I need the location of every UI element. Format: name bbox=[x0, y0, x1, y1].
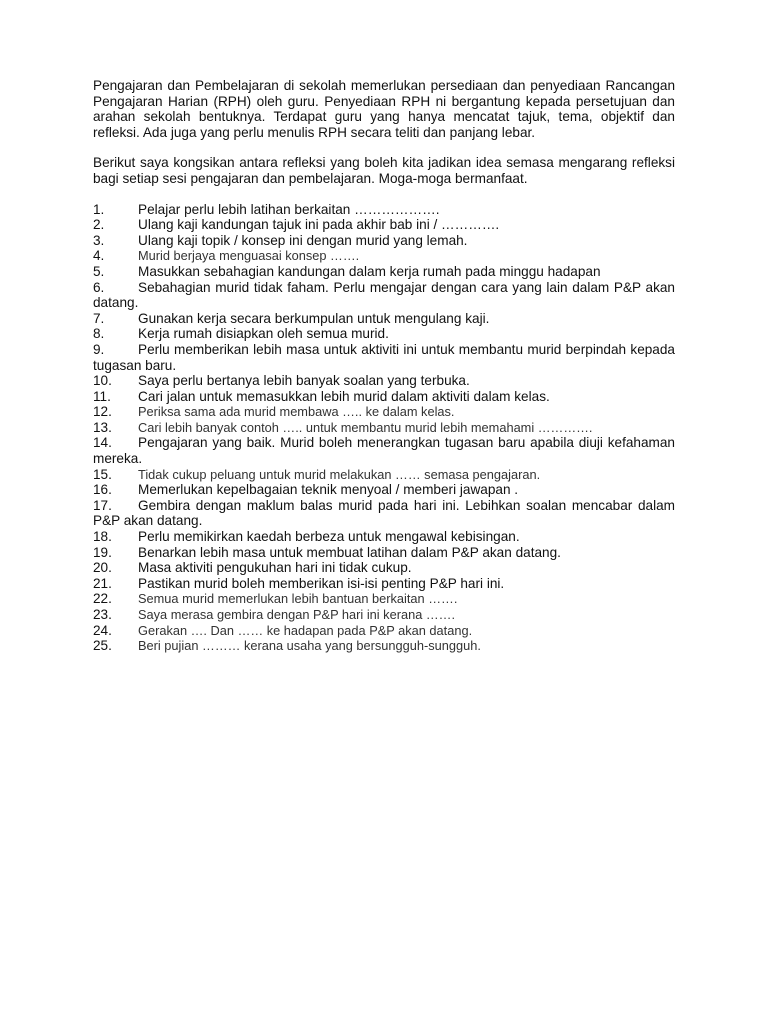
list-item bbox=[93, 311, 675, 327]
document-page bbox=[93, 78, 675, 654]
item-text: Pengajaran yang baik. Murid boleh menerangkan tugasan baru apabila diuji kefahaman mereka. bbox=[93, 435, 675, 467]
list-item bbox=[93, 545, 675, 561]
list-item bbox=[93, 389, 675, 405]
list-item bbox=[93, 404, 675, 420]
item-text: Perlu memberikan lebih masa untuk aktiviti ini untuk membantu murid berpindah kepada tugasan baru. bbox=[93, 341, 675, 373]
item-number: 19. bbox=[93, 544, 112, 560]
list-item bbox=[93, 560, 675, 576]
list-item bbox=[93, 264, 675, 280]
item-number: 18. bbox=[93, 529, 112, 545]
item-number: 7. bbox=[93, 310, 105, 326]
item-number: 8. bbox=[93, 326, 105, 342]
list-item bbox=[93, 623, 675, 639]
item-text: Ulang kaji topik / konsep ini dengan murid yang lemah. bbox=[138, 232, 468, 248]
list-item bbox=[93, 607, 675, 623]
item-number: 9. bbox=[93, 341, 105, 357]
reflection-list bbox=[93, 202, 675, 654]
list-item bbox=[93, 202, 675, 218]
item-text: Kerja rumah disiapkan oleh semua murid. bbox=[138, 326, 389, 342]
list-item bbox=[93, 217, 675, 233]
list-item bbox=[93, 280, 675, 311]
item-number: 3. bbox=[93, 232, 105, 248]
item-number: 16. bbox=[93, 482, 112, 498]
list-item bbox=[93, 591, 675, 607]
item-text: Memerlukan kepelbagaian teknik menyoal / memberi jawapan . bbox=[138, 482, 519, 498]
item-number: 23. bbox=[93, 607, 112, 622]
item-number: 4. bbox=[93, 248, 105, 264]
list-item bbox=[93, 482, 675, 498]
item-text: Saya merasa gembira dengan P&P hari ini kerana ……. bbox=[138, 607, 456, 622]
item-text: Gerakan …. Dan …… ke hadapan pada P&P akan datang. bbox=[138, 622, 473, 638]
list-item bbox=[93, 467, 675, 483]
item-text: Beri pujian ……… kerana usaha yang bersungguh-sungguh. bbox=[138, 638, 481, 654]
list-item bbox=[93, 420, 675, 436]
item-text: Masukkan sebahagian kandungan dalam kerja rumah pada minggu hadapan bbox=[138, 263, 601, 279]
list-item bbox=[93, 435, 675, 466]
item-text: Pastikan murid boleh memberikan isi-isi penting P&P hari ini. bbox=[138, 575, 505, 591]
item-text: Gunakan kerja secara berkumpulan untuk mengulang kaji. bbox=[138, 310, 490, 326]
item-number: 11. bbox=[93, 388, 111, 404]
intro-paragraph-1: Pengajaran dan Pembelajaran di sekolah memerlukan persediaan dan penyediaan Rancangan Pengajaran Harian (RPH) oleh guru. Penyediaan RPH ni bergantung kepada persetujuan dan arahan sekolah bentuknya. Terdapat guru yang hanya mencatat tajuk, tema, objektif dan refleksi. Ada juga yang perlu menulis RPH secara teliti dan panjang lebar. bbox=[93, 78, 675, 140]
list-item bbox=[93, 248, 675, 264]
item-number: 1. bbox=[93, 201, 105, 217]
item-number: 12. bbox=[93, 404, 112, 420]
item-text: Gembira dengan maklum balas murid pada hari ini. Lebihkan soalan mencabar dalam P&P akan datang. bbox=[93, 497, 675, 529]
intro-paragraph-2: Berikut saya kongsikan antara refleksi yang boleh kita jadikan idea semasa mengarang refleksi bagi setiap sesi pengajaran dan pembelajaran. Moga-moga bermanfaat. bbox=[93, 155, 675, 186]
list-item bbox=[93, 529, 675, 545]
item-text: Murid berjaya menguasai konsep ……. bbox=[138, 248, 360, 264]
item-text: Periksa sama ada murid membawa ….. ke dalam kelas. bbox=[138, 404, 455, 420]
item-number: 15. bbox=[93, 466, 112, 482]
list-item bbox=[93, 326, 675, 342]
item-text: Saya perlu bertanya lebih banyak soalan yang terbuka. bbox=[138, 373, 470, 389]
list-item bbox=[93, 373, 675, 389]
item-text: Ulang kaji kandungan tajuk ini pada akhir bab ini / …………. bbox=[138, 217, 500, 233]
item-text: Tidak cukup peluang untuk murid melakukan …… semasa pengajaran. bbox=[138, 466, 541, 482]
item-text: Semua murid memerlukan lebih bantuan berkaitan ……. bbox=[138, 591, 458, 607]
item-number: 17. bbox=[93, 497, 112, 513]
list-item bbox=[93, 233, 675, 249]
item-text: Cari lebih banyak contoh ….. untuk membantu murid lebih memahami …………. bbox=[138, 419, 593, 435]
item-number: 5. bbox=[93, 263, 105, 279]
item-number: 13. bbox=[93, 419, 112, 435]
list-item bbox=[93, 576, 675, 592]
item-text: Cari jalan untuk memasukkan lebih murid dalam aktiviti dalam kelas. bbox=[138, 388, 550, 404]
item-number: 6. bbox=[93, 279, 105, 295]
item-number: 24. bbox=[93, 622, 112, 638]
item-number: 14. bbox=[93, 435, 112, 451]
item-number: 20. bbox=[93, 560, 112, 576]
item-text: Perlu memikirkan kaedah berbeza untuk mengawal kebisingan. bbox=[138, 529, 520, 545]
item-text: Masa aktiviti pengukuhan hari ini tidak cukup. bbox=[138, 560, 412, 576]
item-number: 2. bbox=[93, 217, 105, 233]
item-text: Pelajar perlu lebih latihan berkaitan ………………. bbox=[138, 201, 440, 217]
item-text: Benarkan lebih masa untuk membuat latihan dalam P&P akan datang. bbox=[138, 544, 561, 560]
item-number: 21. bbox=[93, 575, 112, 591]
list-item bbox=[93, 498, 675, 529]
item-number: 25. bbox=[93, 638, 112, 654]
list-item bbox=[93, 342, 675, 373]
item-number: 22. bbox=[93, 591, 112, 607]
item-text: Sebahagian murid tidak faham. Perlu mengajar dengan cara yang lain dalam P&P akan datang. bbox=[93, 279, 675, 311]
list-item bbox=[93, 638, 675, 654]
item-number: 10. bbox=[93, 373, 112, 389]
